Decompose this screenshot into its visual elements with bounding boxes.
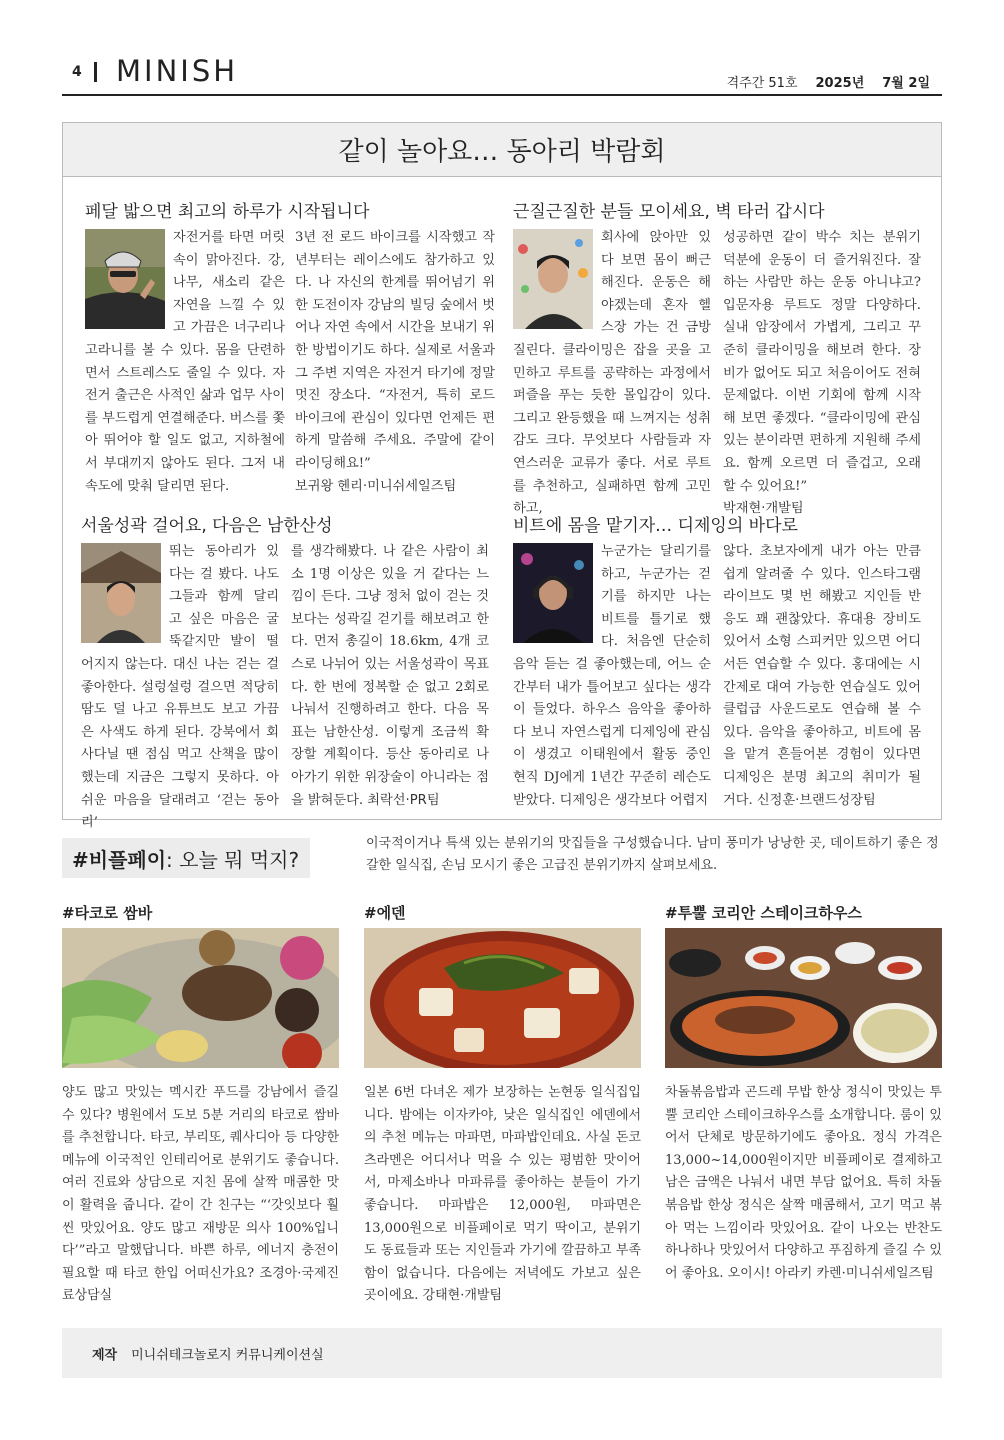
restaurant-eden xyxy=(364,902,641,1308)
article-body-col2: 않다. 초보자에게 내가 아는 만큼 쉽게 알려줄 수 있다. 인스타그램 라이브도 몇 번 해봤고 지인들 반응도 꽤 괜찮았다. 휴대용 장비도 있어서 소형 스피커만 있으면 어디서든 연습할 수 있다. 홍대에는 시간제로 대여 가능한 연습실도 있어 클럽급 사운드로도 연습해 볼 수 있다. 음악을 좋아하고, 비트에 몸을 맡겨 흔들어본 경험이 있다면 디제잉은 분명 최고의 취미가 될 거다. 신정훈·브랜드성장팀 xyxy=(723,544,921,808)
article-body-col1: 누군가는 달리기를 하고, 누군가는 걷기를 하지만 나는 비트를 틀기로 했다. 처음엔 단순히 음악 듣는 걸 좋아했는데, 어느 순간부터 내가 틀어보고 싶다는 생각이 들었다. 하우스 음악을 좋아하다 보니 자연스럽게 디제잉에 관심이 생겼고 이태원에서 활동 중인 현직 DJ에게 1년간 꾸준히 레슨도 받았다. 디제잉은 생각보다 어렵지 xyxy=(513,544,711,808)
restaurant-body: 차돌볶음밥과 곤드레 무밥 한상 정식이 맛있는 투뿔 코리안 스테이크하우스를 소개합니다. 룸이 있어서 단체로 방문하기에도 좋아요. 정식 가격은 13,000~14,000원이지만 비플페이로 결제하고 남은 금액은 나눠서 내면 부담 없어요. 특히 차돌볶음밥 한상 정식은 살짝 매콤해서, 고기 먹고 볶아 먹는 느낌이라 맛있어요. 같이 나오는 반찬도 하나하나 맛있어서 다양하고 푸짐하게 즐길 수 있어 좋아요. 오이시! 아라키 카렌·미니쉬세일즈팀 xyxy=(665,1085,942,1281)
restaurant-steakhouse xyxy=(665,902,942,1285)
steakhouse-photo xyxy=(665,928,942,1068)
restaurant-body: 일본 6번 다녀온 제가 보장하는 논현동 일식집입니다. 밤에는 이자카야, 낮은 일식집인 에덴에서의 추천 메뉴는 마파면, 마파밥인데요. 사실 돈코츠라멘은 어디서나 먹을 수 있는 평범한 맛이어서, 마제소바나 마파류를 좋아하는 분들이 가기 좋습니다. 마파밥은 12,000원, 마파면은 13,000원으로 비플페이로 먹기 딱이고, 분위기도 동료들과 또는 지인들과 가기에 깔끔하고 부족함이 없습니다. 다음에는 저녁에도 가보고 싶은 곳이에요. 강태현·개발팀 xyxy=(364,1085,641,1304)
credits-org: 미니쉬테크놀로지 커뮤니케이션실 xyxy=(131,1347,324,1363)
restaurant-title: #투뿔 코리안 스테이크하우스 xyxy=(665,904,862,922)
article-body-col1: 회사에 앉아만 있다 보면 몸이 뻐근해진다. 운동은 해야겠는데 혼자 헬스장 가는 건 금방 질린다. 클라이밍은 잡을 곳을 고민하고 루트를 공략하는 과정에서 퍼즐을 푸는 듯한 몰입감이 있다. 그리고 완등했을 때 느껴지는 성취감도 크다. 무엇보다 사람들과 자연스러운 교류가 좋다. 서로 루트를 추천하고, 실패하면 함께 고민하고, xyxy=(513,230,711,517)
article-body-col1: 자전거를 타면 머릿속이 맑아진다. 강, 나무, 새소리 같은 자연을 느낄 수 있고 가끔은 너구리나 고라니를 볼 수 있다. 몸을 단련하면서 스트레스도 줄일 수 있다. 자전거 출근은 사적인 삶과 업무 사이를 부드럽게 연결해준다. 버스를 쫓아 뛰어야 할 일도 없고, 지하철에서 부대끼지 않아도 된다. 그저 내 속도에 맞춰 달리면 된다. xyxy=(85,230,285,494)
mapo-photo xyxy=(364,928,641,1068)
article-cycling xyxy=(85,197,505,497)
restaurant-title: #에덴 xyxy=(364,904,406,922)
restaurant-byline: 강태현·개발팀 xyxy=(422,1288,502,1304)
article-title: 근질근질한 분들 모이세요, 벽 타러 갑시다 xyxy=(513,202,825,222)
bizplay-tag xyxy=(62,838,310,878)
section-title: 같이 놀아요… 동아리 박람회 xyxy=(338,137,666,167)
club-fair-section xyxy=(62,122,942,831)
article-byline: 박재현·개발팀 xyxy=(723,501,804,517)
issue-number: 격주간 51호 xyxy=(726,76,798,91)
article-body-col2: 3년 전 로드 바이크를 시작했고 작년부터는 레이스에도 참가하고 있다. 나 자신의 한계를 뛰어넘기 위한 도전이자 강남의 빌딩 숲에서 벗어나 자연 속에서 시간을 보내기 위한 방법이기도 하다. 실제로 서울과 그 주변 지역은 자전거 타기에 정말 멋진 장소다. “자전거, 특히 로드 바이크에 관심이 있다면 언제든 편하게 말씀해 주세요. 주말에 같이 라이딩해요!” 보귀왕 헨리·미니쉬세일즈팀 xyxy=(295,230,495,494)
page-header xyxy=(62,54,942,96)
issue-info xyxy=(727,72,930,91)
restaurant-byline: 조경아·국제진료상담실 xyxy=(62,1265,339,1304)
article-body-col1: 뛰는 동아리가 있다는 걸 봤다. 나도 그들과 함께 달리고 싶은 마음은 굴뚝같지만 발이 떨어지지 않는다. 대신 나는 걷는 걸 좋아한다. 설렁설렁 걸으면 적당히 땀도 덜 나고 유튜브도 보고 가끔은 사색도 하게 된다. 강북에서 회사다닐 땐 점심 먹고 산책을 많이 했는데 지금은 그렇지 못하다. 아쉬운 마음을 달래려고 ‘걷는 동아리’ xyxy=(81,544,279,831)
restaurant-taco xyxy=(62,902,339,1308)
club-title-band xyxy=(63,123,941,177)
header-divider xyxy=(94,62,97,82)
article-byline: 최락선·PR팀 xyxy=(367,792,440,808)
article-byline: 신정훈·브랜드성장팀 xyxy=(756,792,876,808)
article-byline: 보귀왕 헨리·미니쉬세일즈팀 xyxy=(295,478,457,494)
restaurant-byline: 아라키 카렌·미니쉬세일즈팀 xyxy=(774,1265,934,1281)
credits-label: 제작 xyxy=(92,1347,118,1363)
article-walking xyxy=(81,511,501,831)
article-title: 페달 밟으면 최고의 하루가 시작됩니다 xyxy=(85,202,370,222)
taco-photo xyxy=(62,928,339,1068)
article-body-col2: 를 생각해봤다. 나 같은 사람이 최소 1명 이상은 있을 거 같다는 느낌이 든다. 그냥 정처 없이 걷는 것보다는 성곽길 걷기를 해보려고 한다. 먼저 총길이 18.6km, 4개 코스로 나뉘어 있는 서울성곽이 목표다. 한 번에 정복할 순 없고 2회로 나눠서 진행하려고 한다. 다음 목표는 남한산성. 이렇게 조금씩 확장할 계획이다. 등산 동아리로 나아가기 위한 위장술이 아니라는 점을 밝혀둔다. 최락선·PR팀 xyxy=(291,544,489,808)
article-title: 비트에 몸을 맡기자… 디제잉의 바다로 xyxy=(513,516,798,536)
article-body-col2: 성공하면 같이 박수 치는 분위기 덕분에 운동이 더 즐거워진다. 잘하는 사람만 하는 운동 아니냐고? 입문자용 루트도 정말 다양하다. 실내 암장에서 가볍게, 그리고 꾸준히 클라이밍을 해보려 한다. 장비가 없어도 되고 처음이어도 전혀 문제없다. 이번 기회에 함께 시작해 보면 좋겠다. “클라이밍에 관심 있는 분이라면 편하게 지원해 주세요. 함께 오르면 더 즐겁고, 오래 할 수 있어요!” 박재현·개발팀 xyxy=(723,230,921,517)
article-title: 서울성곽 걸어요, 다음은 남한산성 xyxy=(81,516,333,536)
article-djing xyxy=(513,511,933,811)
page-number: 4 xyxy=(72,64,82,80)
bizplay-intro: 이국적이거나 특색 있는 분위기의 맛집들을 구성했습니다. 남미 풍미가 낭낭한 곳, 데이트하기 좋은 정갈한 일식집, 손님 모시기 좋은 고급진 분위기까지 살펴보세요. xyxy=(366,836,939,873)
restaurant-title: #타코로 쌈바 xyxy=(62,904,153,922)
bizplay-tag-prefix: #비플페이 xyxy=(72,847,167,872)
bizplay-tag-suffix: : 오늘 뭐 먹지? xyxy=(166,847,300,872)
minish-logo: MINISH xyxy=(116,54,239,88)
credits-footer xyxy=(62,1328,942,1378)
article-climbing xyxy=(513,197,933,517)
issue-year: 2025년 xyxy=(815,76,865,91)
restaurant-body: 양도 많고 맛있는 멕시칸 푸드를 강남에서 즐길 수 있다? 병원에서 도보 5분 거리의 타코로 쌈바를 추천합니다. 타코, 부리또, 퀘사디아 등 다양한 메뉴에 이국적인 인테리어로 분위기도 좋습니다. 여러 진료와 상담으로 지친 몸에 살짝 매콤한 맛이 활력을 줍니다. 같이 간 친구는 “‘갓잇보다 훨씬 맛있어요. 양도 많고 재방문 의사 100%입니다’”라고 말했답니다. 바쁜 하루, 에너지 충전이 필요할 때 타코 한입 어떠신가요? 조경아·국제진료상담실 xyxy=(62,1085,339,1304)
issue-date: 7월 2일 xyxy=(882,76,930,91)
